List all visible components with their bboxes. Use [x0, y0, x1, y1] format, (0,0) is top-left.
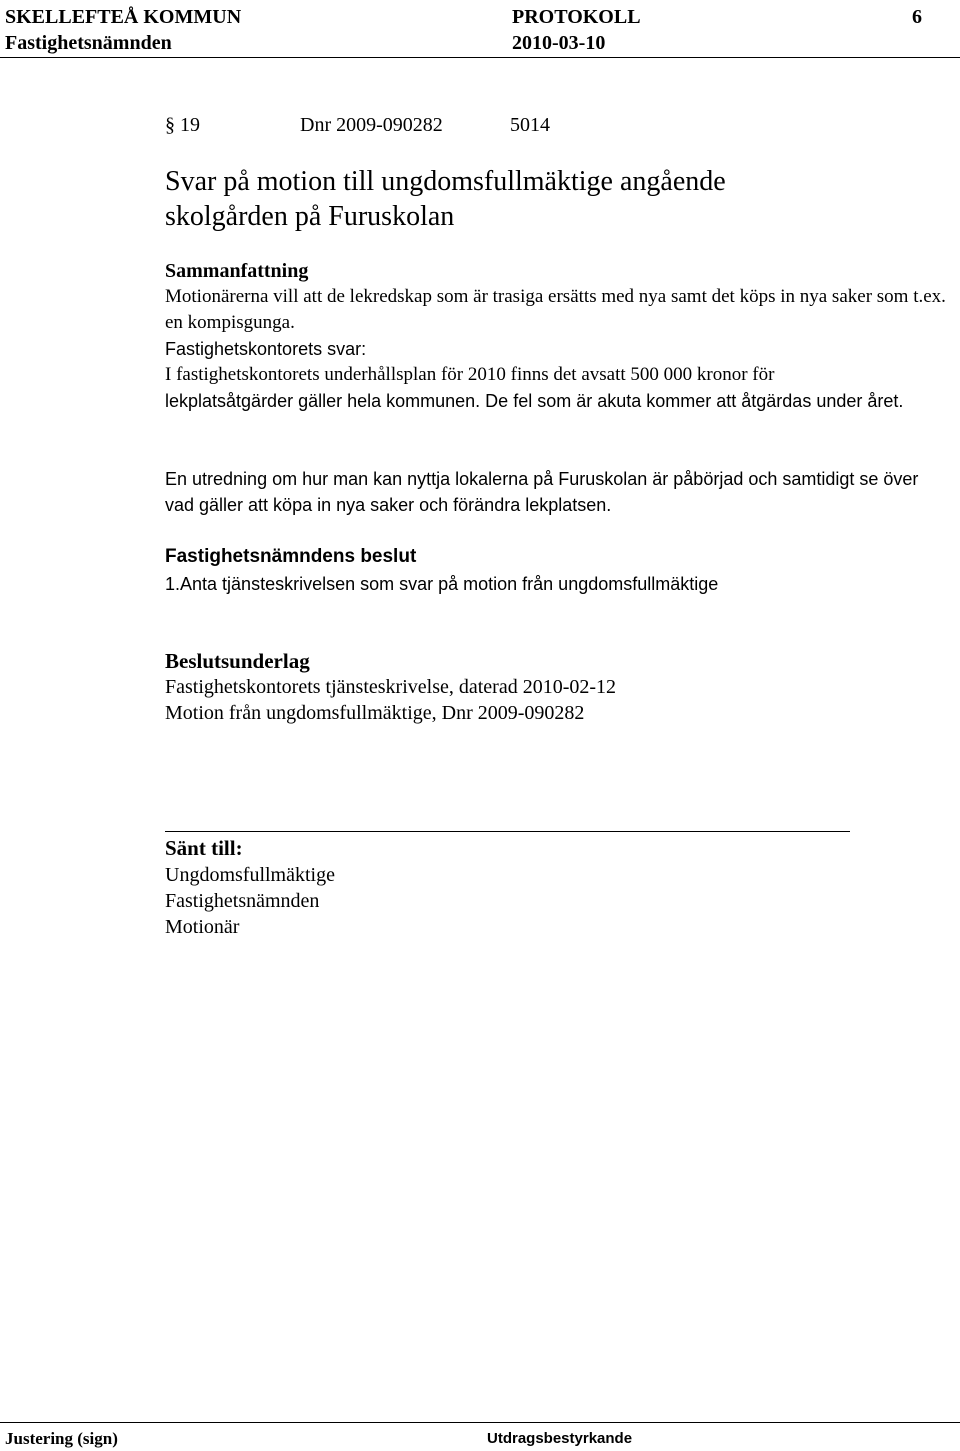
header-date: 2010-03-10 [512, 32, 606, 54]
office-reply-text-serif: I fastighetskontorets underhållsplan för 2010 finns det avsatt 500 000 kronor för [165, 364, 775, 385]
sent-to-heading: Sänt till: [165, 836, 243, 860]
header-divider [0, 57, 960, 58]
section-code: 5014 [510, 114, 550, 136]
summary-text: Motionärerna vill att de lekredskap som är trasiga ersätts med nya samt det köps in nya saker som t.ex. en kompisgunga. [165, 286, 946, 333]
signature-rule [165, 831, 850, 832]
recipient-item: Fastighetsnämnden [165, 890, 320, 912]
office-reply-heading: Fastighetskontorets svar: [165, 339, 367, 359]
decision-item: 1.Anta tjänsteskrivelsen som svar på motion från ungdomsfullmäktige [165, 574, 719, 594]
sent-to-list [165, 862, 335, 940]
header-doc-type: PROTOKOLL [512, 6, 641, 28]
basis-item-2: Motion från ungdomsfullmäktige, Dnr 2009-090282 [165, 702, 585, 724]
basis-item-1: Fastighetskontorets tjänsteskrivelse, daterad 2010-02-12 [165, 676, 617, 698]
title-line-1: Svar på motion till ungdomsfullmäktige angående [165, 166, 726, 197]
recipient-item: Motionär [165, 916, 240, 938]
basis-heading: Beslutsunderlag [165, 649, 310, 673]
header-municipality: SKELLEFTEÅ KOMMUN [5, 6, 242, 28]
section-paragraph: § 19 [165, 114, 200, 136]
footer-divider [0, 1422, 960, 1423]
summary-heading: Sammanfattning [165, 260, 309, 282]
footer-utdrag: Utdragsbestyrkande [487, 1430, 633, 1447]
header-page-number: 6 [912, 6, 922, 28]
office-reply-text-sans: lekplatsåtgärder gäller hela kommunen. De fel som är akuta kommer att åtgärdas under året. [165, 391, 904, 411]
recipient-item: Ungdomsfullmäktige [165, 864, 335, 886]
footer-justering: Justering (sign) [5, 1429, 118, 1448]
document-title [165, 164, 955, 234]
header-committee: Fastighetsnämnden [5, 32, 172, 54]
decision-heading: Fastighetsnämndens beslut [165, 546, 417, 567]
investigation-text: En utredning om hur man kan nyttja lokalerna på Furuskolan är påbörjad och samtidigt se över vad gäller att köpa in nya saker och förändra lekplatsen. [165, 469, 919, 515]
title-line-2: skolgården på Furuskolan [165, 201, 455, 232]
section-dnr: Dnr 2009-090282 [300, 114, 443, 136]
